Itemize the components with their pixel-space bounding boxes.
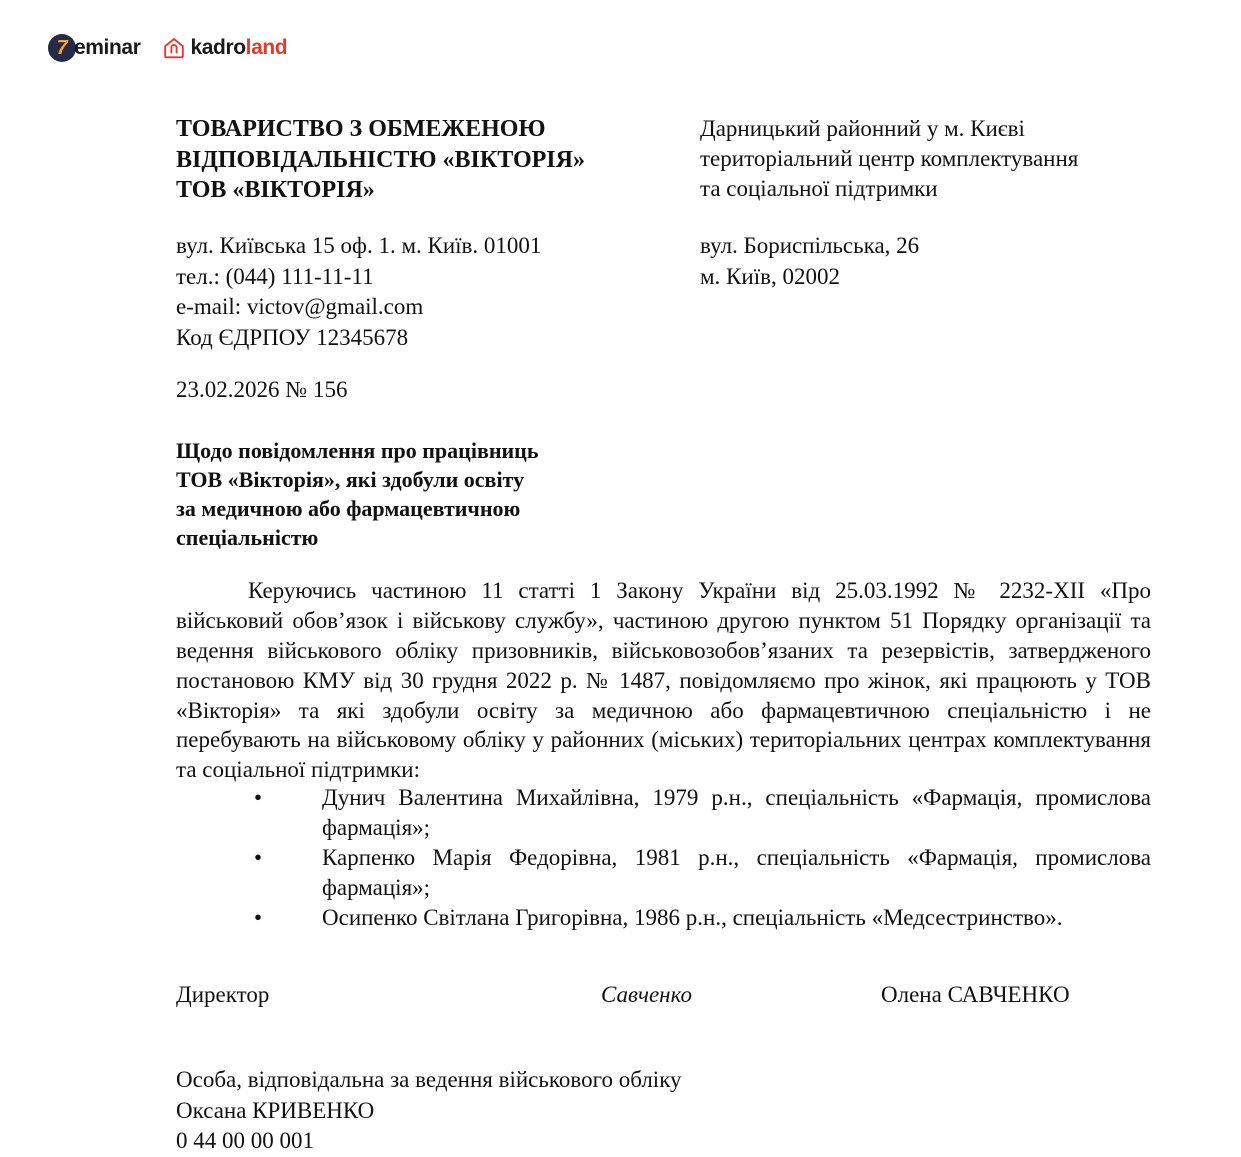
addressee-address-block [700, 231, 1170, 292]
sender-organization-block [176, 114, 676, 206]
subject-line: за медичною або фармацевтичною [176, 496, 521, 522]
bullet-icon: • [254, 904, 263, 930]
addressee-line: територіальний центр комплектування [700, 145, 1079, 171]
addressee-line: та соціальної підтримки [700, 175, 938, 201]
document-body [176, 576, 1151, 785]
addressee-street: вул. Бориспільська, 26 [700, 233, 920, 258]
responsible-person-block [176, 1065, 876, 1157]
sender-address: вул. Київська 15 оф. 1. м. Київ. 01001 [176, 233, 542, 258]
employee-list [176, 783, 1151, 932]
body-paragraph: Керуючись частиною 11 статті 1 Закону України від 25.03.1992 № 2232-XII «Про військовий обов’язок і військову службу», частиною другою пунктом 51 Порядку організації та ведення військового обліку призовників, військовозобов’язаних та резервістів, затвердженого постановою КМУ від 30 грудня 2022 р. № 1487, повідомляємо про жінок, які працюють у ТОВ «Вікторія» та які здобули освіту за медичною або фармацевтичною спеціальністю і не перебувають на військовому обліку у районних (міських) територіальних центрах комплектування та соціальної підтримки: [176, 578, 1151, 783]
signature-row [176, 982, 1121, 1008]
kadroland-logo-text-accent: land [245, 36, 288, 59]
sender-organization-line: ТОВАРИСТВО З ОБМЕЖЕНОЮ [176, 116, 546, 142]
sender-contacts-block [176, 231, 676, 353]
kadroland-logo[interactable] [162, 36, 287, 60]
list-item-text: Дунич Валентина Михайлівна, 1979 р.н., спеціальність «Фармація, промислова фармація»; [322, 785, 1151, 840]
sender-organization-line: ВІДПОВІДАЛЬНІСТЮ «ВІКТОРІЯ» [176, 146, 585, 173]
brand-logo-bar [48, 34, 287, 62]
responsible-name: Оксана КРИВЕНКО [176, 1097, 375, 1123]
addressee-city: м. Київ, 02002 [700, 263, 840, 289]
sender-edrpou-code: Код ЄДРПОУ 12345678 [176, 324, 409, 350]
document-subject [176, 436, 656, 552]
signatory-name: Олена САВЧЕНКО [881, 982, 1070, 1007]
seminar-circle-7-icon: 7 [48, 34, 76, 62]
sender-organization-line: ТОВ «ВІКТОРІЯ» [176, 177, 375, 204]
kadroland-logo-text-primary: kadro [190, 36, 246, 59]
handwritten-signature: Савченко [601, 982, 692, 1007]
sender-phone: тел.: (044) 111-11-11 [176, 263, 374, 289]
responsible-phone: 0 44 00 00 001 [176, 1128, 314, 1154]
list-item [176, 843, 1151, 903]
document-reference: 23.02.2026 № 156 [176, 377, 348, 402]
seminar-logo-text: eminar [74, 36, 141, 59]
subject-line: ТОВ «Вікторія», які здобули освіту [176, 467, 525, 493]
bullet-icon: • [254, 785, 263, 810]
subject-line: Щодо повідомлення про працівниць [176, 438, 539, 463]
seminar-logo[interactable] [48, 34, 140, 62]
bullet-icon: • [254, 844, 263, 870]
kadroland-house-icon [162, 36, 186, 60]
addressee-line: Дарницький районний у м. Києві [700, 116, 1025, 141]
list-item-text: Карпенко Марія Федорівна, 1981 р.н., спеціальність «Фармація, промислова фармація»; [322, 844, 1151, 900]
list-item [176, 783, 1151, 843]
responsible-role: Особа, відповідальна за ведення військового обліку [176, 1067, 682, 1092]
subject-line: спеціальністю [176, 525, 319, 551]
sender-email: e-mail: victov@gmail.com [176, 294, 424, 320]
signature-title: Директор [176, 982, 270, 1007]
list-item [176, 903, 1151, 933]
list-item-text: Осипенко Світлана Григорівна, 1986 р.н., спеціальність «Медсестринство». [322, 904, 1063, 930]
addressee-block [700, 114, 1170, 204]
